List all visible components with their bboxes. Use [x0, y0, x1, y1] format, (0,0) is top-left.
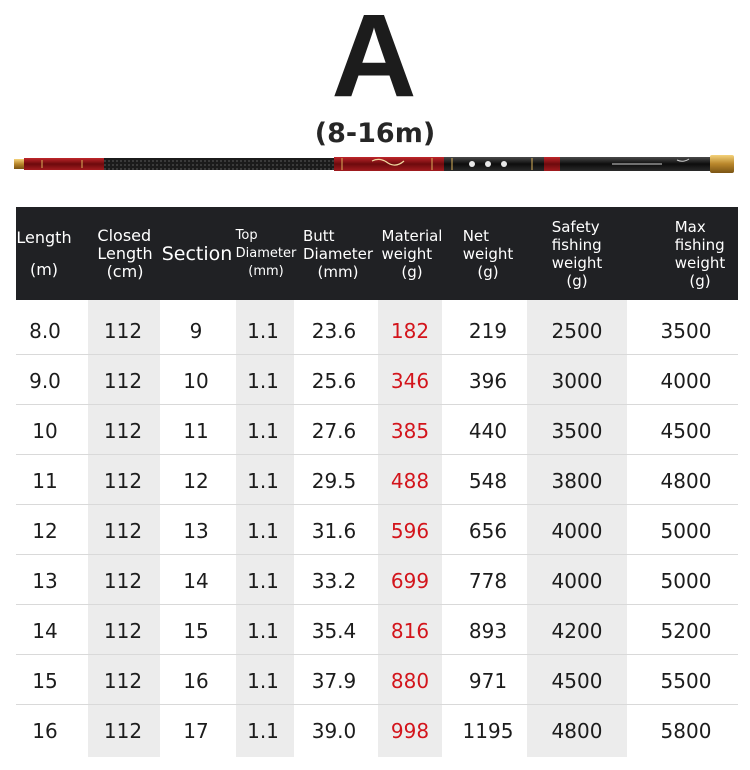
cell-length: 12	[32, 519, 58, 543]
cell-net-weight: 778	[468, 569, 508, 593]
cell-section: 15	[183, 619, 209, 643]
cell-butt-diameter: 29.5	[311, 469, 357, 493]
cell-top-diameter: 1.1	[247, 369, 279, 393]
row-divider	[16, 354, 738, 355]
header-line: fishing	[674, 235, 725, 254]
header-length	[14, 207, 74, 300]
header-butt-diameter	[298, 207, 378, 300]
row-divider	[16, 604, 738, 605]
cell-material-weight: 488	[390, 469, 430, 493]
header-line: (mm)	[317, 262, 359, 281]
cell-closed-length: 112	[103, 619, 143, 643]
header-line: Net	[462, 226, 490, 245]
cell-net-weight: 548	[468, 469, 508, 493]
cell-section: 12	[183, 469, 209, 493]
header-closed-length	[90, 207, 160, 300]
cell-max-weight: 5000	[660, 519, 712, 543]
header-line: (m)	[29, 259, 59, 279]
row-divider	[16, 554, 738, 555]
header-line: (g)	[689, 271, 711, 290]
cell-max-weight: 5200	[660, 619, 712, 643]
header-line: Length	[16, 227, 72, 247]
header-line: weight	[381, 244, 433, 263]
cell-length: 16	[32, 719, 58, 743]
cell-section: 13	[183, 519, 209, 543]
cell-safety-weight: 4000	[551, 519, 603, 543]
cell-max-weight: 3500	[660, 319, 712, 343]
cell-closed-length: 112	[103, 419, 143, 443]
cell-section: 10	[183, 369, 209, 393]
fishing-rod-image	[12, 152, 738, 176]
cell-length: 14	[32, 619, 58, 643]
cell-butt-diameter: 37.9	[311, 669, 357, 693]
cell-top-diameter: 1.1	[247, 619, 279, 643]
cell-top-diameter: 1.1	[247, 669, 279, 693]
cell-material-weight: 385	[390, 419, 430, 443]
cell-butt-diameter: 23.6	[311, 319, 357, 343]
header-line: fishing	[551, 235, 602, 254]
row-divider	[16, 504, 738, 505]
cell-length: 8.0	[29, 319, 61, 343]
model-letter: A	[331, 0, 419, 122]
header-safety-weight	[540, 207, 614, 300]
header-section	[160, 207, 234, 300]
cell-closed-length: 112	[103, 319, 143, 343]
cell-top-diameter: 1.1	[247, 469, 279, 493]
cell-net-weight: 440	[468, 419, 508, 443]
length-range: (8-16m)	[314, 118, 436, 149]
cell-net-weight: 1195	[462, 719, 514, 743]
cell-butt-diameter: 33.2	[311, 569, 357, 593]
cell-material-weight: 880	[390, 669, 430, 693]
cell-safety-weight: 3000	[551, 369, 603, 393]
cell-top-diameter: 1.1	[247, 519, 279, 543]
cell-net-weight: 656	[468, 519, 508, 543]
cell-max-weight: 5500	[660, 669, 712, 693]
cell-section: 16	[183, 669, 209, 693]
row-divider	[16, 454, 738, 455]
header-line: (g)	[566, 271, 588, 290]
header-line: Diameter	[235, 245, 297, 261]
header-line: Max	[674, 217, 706, 236]
cell-butt-diameter: 35.4	[311, 619, 357, 643]
header-max-weight	[660, 207, 740, 300]
cell-closed-length: 112	[103, 469, 143, 493]
row-divider	[16, 704, 738, 705]
cell-max-weight: 5800	[660, 719, 712, 743]
header-line: Butt	[302, 226, 335, 245]
header-line: Diameter	[302, 244, 374, 263]
cell-section: 9	[189, 319, 203, 343]
cell-section: 11	[183, 419, 209, 443]
cell-safety-weight: 2500	[551, 319, 603, 343]
cell-safety-weight: 4500	[551, 669, 603, 693]
cell-safety-weight: 4800	[551, 719, 603, 743]
header-line: Top	[235, 227, 258, 243]
header-line: weight	[674, 253, 726, 272]
header-line: (g)	[401, 262, 423, 281]
cell-section: 17	[183, 719, 209, 743]
cell-safety-weight: 3500	[551, 419, 603, 443]
cell-max-weight: 5000	[660, 569, 712, 593]
cell-safety-weight: 4200	[551, 619, 603, 643]
cell-butt-diameter: 27.6	[311, 419, 357, 443]
cell-max-weight: 4000	[660, 369, 712, 393]
cell-net-weight: 219	[468, 319, 508, 343]
cell-section: 14	[183, 569, 209, 593]
header-net-weight	[455, 207, 521, 300]
row-divider	[16, 654, 738, 655]
header-line: Section	[161, 242, 233, 265]
header-top-diameter	[235, 207, 297, 300]
cell-top-diameter: 1.1	[247, 569, 279, 593]
cell-material-weight: 998	[390, 719, 430, 743]
cell-net-weight: 893	[468, 619, 508, 643]
cell-top-diameter: 1.1	[247, 419, 279, 443]
header-line: (mm)	[248, 263, 284, 279]
cell-material-weight: 699	[390, 569, 430, 593]
row-divider	[16, 404, 738, 405]
cell-max-weight: 4800	[660, 469, 712, 493]
header-line: weight	[551, 253, 603, 272]
cell-length: 11	[32, 469, 58, 493]
header-line: Safety	[551, 217, 600, 236]
header-line: Material	[381, 226, 443, 245]
cell-length: 9.0	[29, 369, 61, 393]
cell-closed-length: 112	[103, 569, 143, 593]
cell-butt-diameter: 25.6	[311, 369, 357, 393]
header-line: (g)	[477, 262, 499, 281]
cell-max-weight: 4500	[660, 419, 712, 443]
cell-material-weight: 596	[390, 519, 430, 543]
cell-butt-diameter: 39.0	[311, 719, 357, 743]
cell-length: 13	[32, 569, 58, 593]
cell-safety-weight: 3800	[551, 469, 603, 493]
header-line: weight	[462, 244, 514, 263]
cell-material-weight: 182	[390, 319, 430, 343]
cell-butt-diameter: 31.6	[311, 519, 357, 543]
cell-closed-length: 112	[103, 669, 143, 693]
cell-safety-weight: 4000	[551, 569, 603, 593]
cell-closed-length: 112	[103, 369, 143, 393]
cell-top-diameter: 1.1	[247, 319, 279, 343]
cell-top-diameter: 1.1	[247, 719, 279, 743]
header-line: Length	[97, 243, 153, 263]
cell-material-weight: 346	[390, 369, 430, 393]
cell-net-weight: 396	[468, 369, 508, 393]
header-line: (cm)	[106, 261, 144, 281]
cell-length: 15	[32, 669, 58, 693]
header-line: Closed	[97, 225, 152, 245]
cell-closed-length: 112	[103, 519, 143, 543]
header-material-weight	[378, 207, 446, 300]
cell-closed-length: 112	[103, 719, 143, 743]
cell-net-weight: 971	[468, 669, 508, 693]
cell-length: 10	[32, 419, 58, 443]
cell-material-weight: 816	[390, 619, 430, 643]
